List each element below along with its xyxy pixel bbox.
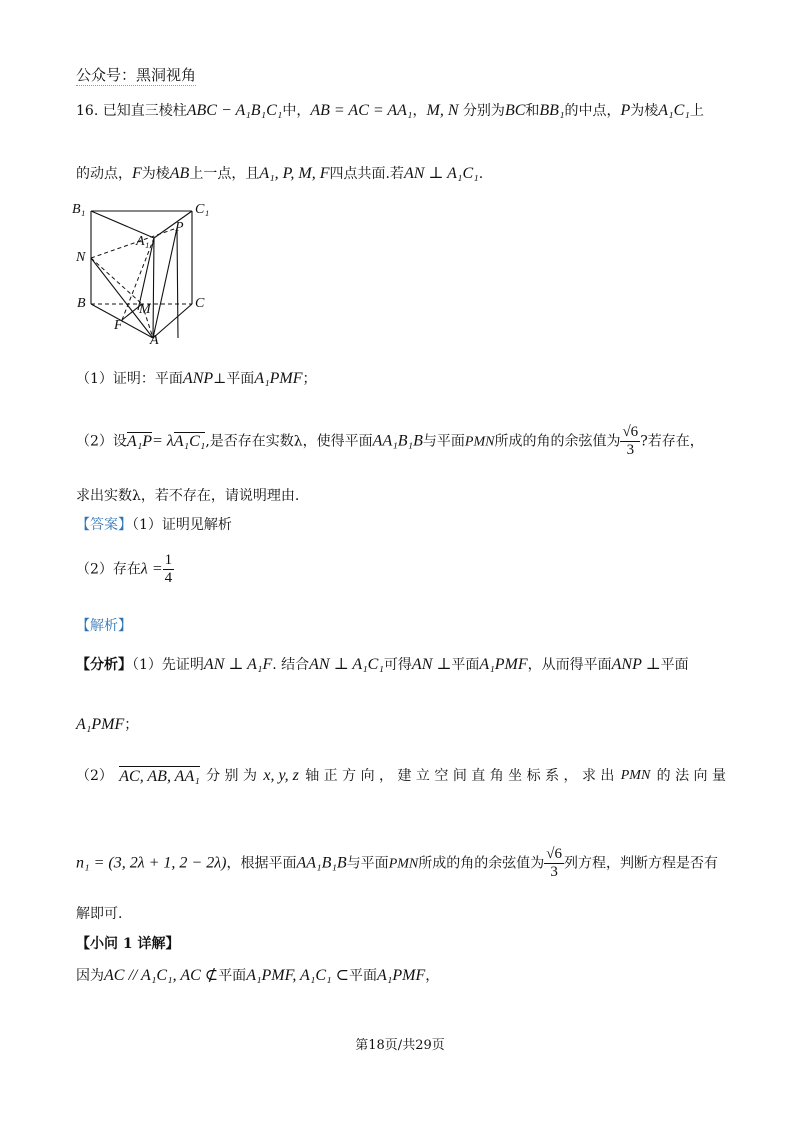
watermark: 公众号：黑洞视角 (76, 66, 197, 84)
prism-diagram (70, 198, 220, 350)
text: （1）先证明 (132, 657, 204, 673)
text: 为棱 (630, 103, 659, 119)
math-an-perp-a1f: AN ⊥ A₁F (203, 656, 273, 673)
text: 可得 (383, 657, 412, 673)
text: 轴 正 方 向 ， 建 立 空 间 直 角 坐 标 系 ， 求 出 (305, 768, 615, 784)
label-c: C (195, 296, 205, 311)
math-eq: AB = AC = AA₁ (310, 102, 413, 119)
math-normal-vector: n₁ = (3, 2λ + 1, 2 − 2λ) (76, 854, 227, 872)
text: 因为 (76, 968, 104, 984)
text: 所成的角的余弦值为 (494, 433, 621, 450)
text: （1）证明见解析 (132, 517, 232, 533)
math-condition: AN ⊥ A₁C₁ (403, 165, 479, 182)
problem-number: 16. (76, 103, 99, 119)
detail-line-1 (76, 966, 439, 986)
text: （2） (76, 768, 113, 784)
math-a1c1: A₁C₁ (658, 102, 690, 119)
text: 分 别 为 (206, 768, 258, 784)
analysis-tag: 【解析】 (76, 618, 132, 634)
math-plane-aa1b1b: AA₁B₁B (296, 854, 347, 872)
math-bb1: BB₁ (539, 102, 565, 119)
edge-np-hidden (91, 228, 177, 258)
label-n: N (76, 250, 86, 265)
problem-line-1 (76, 101, 704, 121)
numerator: √6 (622, 424, 639, 440)
question-1 (76, 369, 317, 389)
denominator: 3 (626, 442, 635, 458)
text: ?若存在， (640, 433, 704, 450)
math-a1pmf-subset: A₁PMF, A₁C₁ ⊂ (246, 967, 350, 984)
label-b1: B₁ (72, 202, 86, 217)
text: 与平面 (422, 433, 465, 450)
problem-line-2 (76, 164, 483, 184)
text: 分别为 (462, 103, 505, 119)
text: 上一点，且 (189, 166, 260, 182)
text: ,是否存在实数λ，使得平面 (205, 433, 373, 450)
detail-tag: 【小问 1 详解】 (76, 936, 180, 952)
vector-a1c1: A₁C₁ (173, 432, 206, 450)
denominator: 3 (550, 864, 558, 880)
fenxi-tag: 【分析】 (76, 657, 132, 673)
text: 平面 (218, 968, 247, 984)
math-mn: M, N (426, 102, 459, 119)
text: 为棱 (141, 166, 170, 182)
text: 平面 (226, 371, 255, 387)
text: ； (302, 371, 317, 387)
edge-a1a (153, 238, 154, 338)
text: 与平面 (346, 855, 389, 872)
text: 列方程，判断方程是否有 (563, 855, 718, 872)
text: 的动点， (76, 166, 132, 182)
math-pmn: PMN (620, 768, 651, 783)
text: 上 (689, 103, 704, 119)
math-xyz: x, y, z (263, 767, 299, 784)
numerator: 1 (164, 552, 173, 568)
text: 平面 (349, 968, 378, 984)
perp-symbol: ⊥ (213, 371, 227, 387)
text: ， (425, 968, 440, 984)
math-anp-perp: ANP ⊥ (611, 656, 661, 673)
part2-line-3: 解即可. (76, 906, 123, 922)
label-b: B (77, 296, 86, 311)
text: 的中点， (564, 103, 621, 119)
text: ，从而得平面 (527, 657, 612, 673)
math-plane-aa1b1b: AA₁B₁B (372, 432, 423, 450)
part2-line-1 (76, 766, 726, 787)
math-a1pmf: A₁PMF (479, 656, 528, 673)
math-anp: ANP (182, 370, 214, 387)
math-points: A₁, P, M, F (259, 165, 330, 182)
text: ，根据平面 (226, 855, 297, 872)
answer-tag: 【答案】 (76, 517, 132, 533)
math-plane-pmn: PMN (388, 856, 419, 872)
fraction-1-4 (163, 552, 175, 587)
part2-line-2 (76, 846, 718, 881)
math-p: P (620, 102, 631, 119)
vectors-ac-ab-aa1: AC, AB, AA₁ (119, 768, 200, 785)
label-f: F (114, 318, 123, 333)
answer-line-1 (76, 515, 232, 535)
edge-nm-hidden (91, 258, 142, 304)
text: 所成的角的余弦值为 (418, 855, 545, 872)
edge-pm (177, 228, 178, 338)
text: 平面 (660, 657, 689, 673)
text: （2）设 (76, 433, 127, 450)
text: ， (412, 103, 427, 119)
math-an-perp: AN ⊥ (411, 656, 452, 673)
vector-a1p: A₁P (126, 432, 153, 450)
text: 四点共面.若 (329, 166, 404, 182)
page-footer: 第18页/共29页 (355, 1038, 445, 1053)
math-ac-parallel: AC // A₁C₁, AC ⊄ (104, 967, 219, 984)
text: （2）存在 (76, 561, 141, 578)
text: 平面 (451, 657, 480, 673)
math-a1pmf: A₁PMF (254, 370, 303, 387)
label-p: P (175, 220, 184, 235)
prism-figure (70, 198, 220, 350)
math-an-perp-a1c1: AN ⊥ A₁C₁ (309, 656, 384, 673)
text: 和 (525, 103, 540, 119)
question-2 (76, 424, 704, 459)
text: 已知直三棱柱 (102, 103, 187, 119)
fraction-sqrt6-3 (544, 846, 564, 881)
question-2-line-2: 求出实数λ，若不存在，请说明理由. (76, 488, 300, 504)
text: （1）证明：平面 (76, 371, 183, 387)
math-a1pmf: A₁PMF (76, 716, 125, 733)
math-plane-pmn: PMN (464, 434, 495, 450)
fenxi-line-1 (76, 655, 689, 675)
answer-line-2 (76, 552, 174, 587)
text: ； (124, 717, 139, 733)
fenxi-line-2 (76, 715, 138, 735)
text: . 结合 (272, 657, 310, 673)
math-f: F (132, 165, 142, 182)
label-a1: A₁ (136, 234, 150, 249)
label-m: M (139, 302, 151, 317)
denominator: 4 (164, 570, 173, 586)
math-eq: = λ (152, 432, 174, 450)
text: 的 法 向 量 (656, 768, 726, 784)
math-lambda: λ = (140, 560, 163, 578)
math-a1pmf: A₁PMF (377, 967, 426, 984)
math-ab: AB (169, 165, 190, 182)
numerator: √6 (546, 846, 562, 862)
math-prism: ABC − A₁B₁C₁ (186, 102, 283, 119)
text: . (478, 166, 484, 182)
label-a: A (150, 333, 159, 348)
fraction-sqrt6-3 (620, 424, 640, 459)
math-bc: BC (504, 102, 526, 119)
text: 中， (282, 103, 311, 119)
edge-pa (153, 228, 177, 338)
label-c1: C₁ (195, 202, 210, 217)
